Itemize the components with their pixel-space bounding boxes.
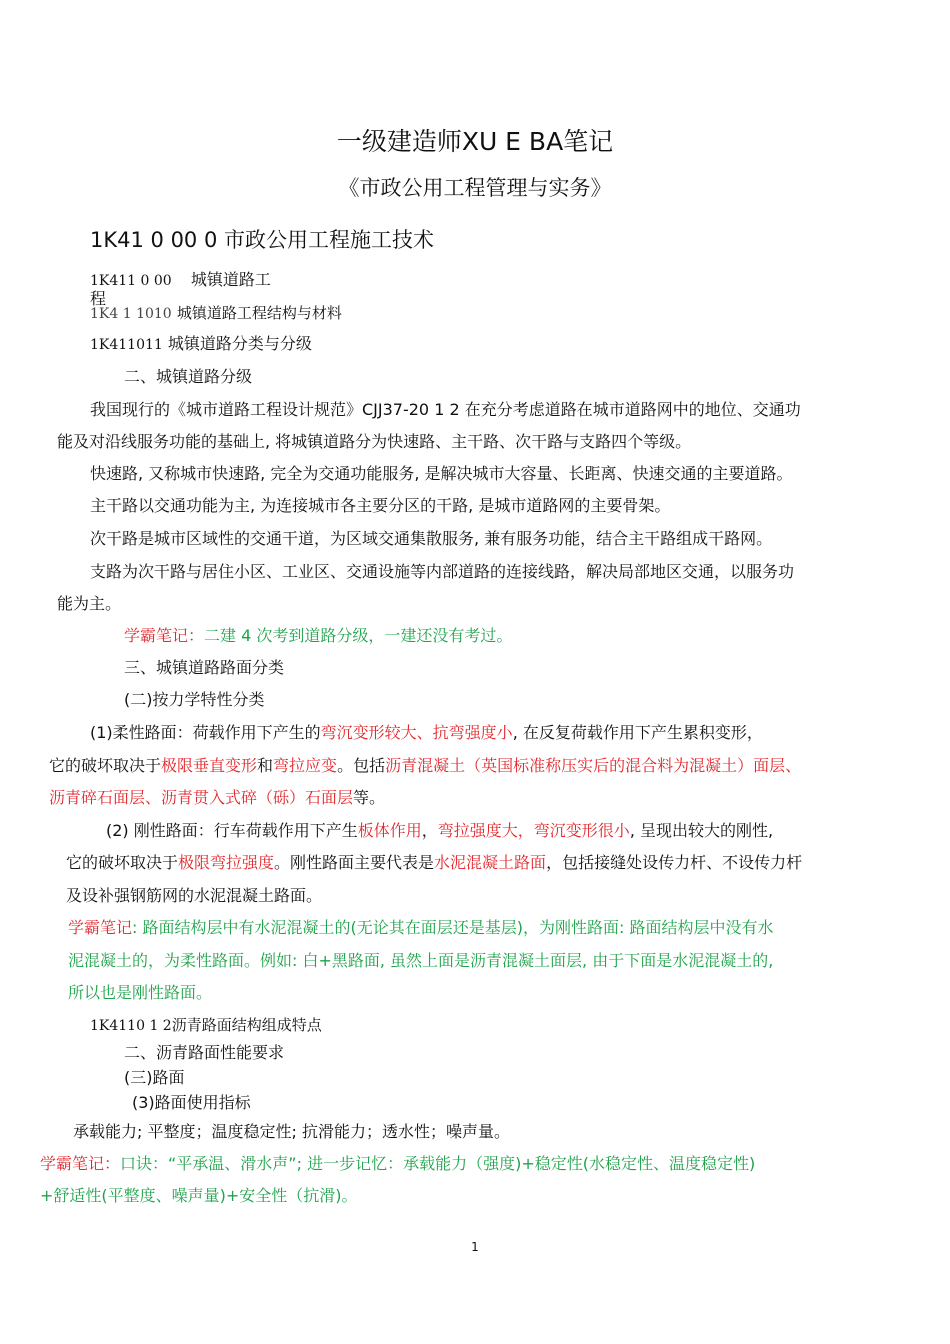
para-ciganlu: 次干路是城市区域性的交通干道，为区域交通集散服务, 兼有服务功能，结合主干路组成干路网。 [90,529,773,548]
note-xueba-2-line2: 泥混凝土的，为柔性路面。例如: 白+黑路面, 虽然上面是沥青混凝土面层, 由于下面是水泥混凝土的, [68,951,774,970]
heading-1k411000 [90,270,271,290]
para-gangxing-line3: 及设补强钢筋网的水泥混凝土路面。 [66,886,323,905]
para-rouxing-line2: 它的破坏取决于极限垂直变形和弯拉应变。包括沥青混凝土（英国标准称压实后的混合料为混凝土）面层、 [49,756,802,775]
note-xueba-1 [124,626,512,645]
para-zhilu-line1: 支路为次干路与居住小区、工业区、交通设施等内部道路的连接线路，解决局部地区交通，以服务功 [90,562,795,581]
para-rouxing-line1: (1)柔性路面：荷载作用下产生的弯沉变形较大、抗弯强度小, 在反复荷载作用下产生累积变形， [90,723,763,742]
note-label: 学霸笔记： [124,626,205,645]
heading-1k410000: 1K41 0 00 0 市政公用工程施工技术 [90,228,434,252]
section-xingneng: 二、沥青路面性能要求 [124,1043,285,1062]
para-intro-line1: 我国现行的《城市道路工程设计规范》CJJ37-20 1 2 在充分考虑道路在城市道路网中的地位、交通功 [90,400,801,419]
heading-text: 城镇道路工 [190,270,271,289]
para-gangxing-line2: 它的破坏取决于极限弯拉强度。刚性路面主要代表是水泥混凝土路面，包括接缝处设传力杆、不设传力杆 [66,853,803,872]
para-kuaisulu: 快速路, 又称城市快速路, 完全为交通功能服务, 是解决城市大容量、长距离、快速交通的主要道路。 [90,464,793,483]
para-gangxing-line1: (2) 刚性路面：行车荷载作用下产生板体作用，弯拉强度大，弯沉变形很小, 呈现出较大的刚性, [106,821,774,840]
doc-title: 一级建造师XU E BA笔记 [336,127,614,156]
para-rouxing-line3: 沥青碎石面层、沥青贯入式碎（砾）石面层等。 [49,788,386,807]
subsection-lixue: (二)按力学特性分类 [124,690,265,709]
heading-code: 1K411 0 00 [90,273,172,289]
note-xueba-3-line1: 学霸笔记：口诀：“平承温、滑水声”; 进一步记忆：承载能力（强度)+稳定性(水稳定性、温度稳定性) [40,1154,756,1173]
note-xueba-3-line2: +舒适性(平整度、噪声量)+安全性（抗滑)。 [40,1186,358,1205]
heading-1k411012: 1K4110 1 2沥青路面结构组成特点 [90,1016,322,1034]
heading-wrap-char: 程 [90,289,107,308]
note-xueba-2-line1: 学霸笔记: 路面结构层中有水泥混凝土的(无论其在面层还是基层)，为刚性路面: 路面结构层中没有水 [68,918,774,937]
section-lumian-fenlei: 三、城镇道路路面分类 [124,658,285,677]
note-text: 二建 4 次考到道路分级，一建还没有考过。 [204,626,513,645]
para-zhuganlu: 主干路以交通功能为主, 为连接城市各主要分区的干路, 是城市道路网的主要骨架。 [90,496,671,515]
note-label: 学霸笔记： [40,1154,121,1173]
heading-1k411011: 1K411011 城镇道路分类与分级 [90,334,312,353]
para-zhibiao: 承载能力; 平整度；温度稳定性; 抗滑能力；透水性；噪声量。 [73,1122,510,1141]
subsection-lumian: (三)路面 [124,1068,185,1087]
note-label: 学霸笔记 [68,918,133,937]
doc-subtitle: 《市政公用工程管理与实务》 [338,176,612,200]
page-number: 1 [471,1240,479,1254]
heading-1k411010: 1K4 1 1010 城镇道路工程结构与材料 [90,304,342,322]
section-fenji: 二、城镇道路分级 [124,367,253,386]
para-zhilu-line2: 能为主。 [57,594,122,613]
para-intro-line2: 能及对沿线服务功能的基础上, 将城镇道路分为快速路、主干路、次干路与支路四个等级。 [57,432,692,451]
note-xueba-2-line3: 所以也是刚性路面。 [68,983,213,1002]
subsection-zhibiao: (3)路面使用指标 [132,1093,251,1112]
